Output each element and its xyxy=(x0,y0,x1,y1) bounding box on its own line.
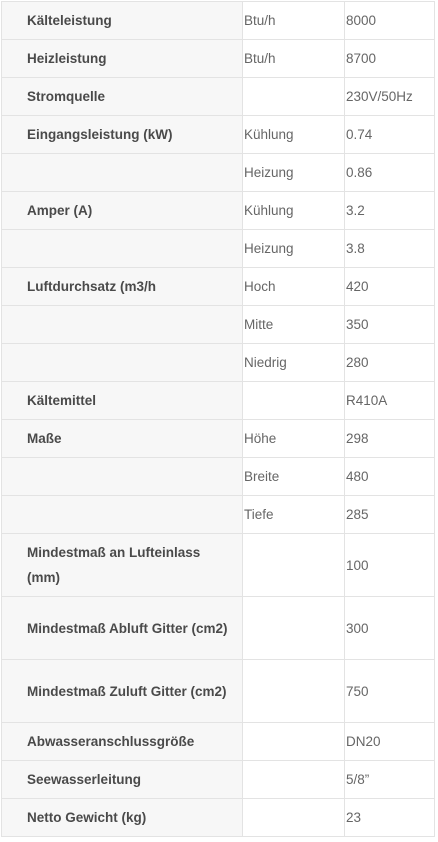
table-row xyxy=(2,154,435,192)
row-label-text: Seewasserleitung xyxy=(27,772,142,787)
row-sublabel: Heizung xyxy=(243,154,345,192)
row-label xyxy=(2,761,243,799)
row-label xyxy=(2,420,243,458)
table-row xyxy=(2,534,435,597)
row-value: 0.74 xyxy=(345,116,435,154)
table-row xyxy=(2,192,435,230)
row-value: 298 xyxy=(345,420,435,458)
table-row xyxy=(2,458,435,496)
row-sublabel: Hoch xyxy=(243,268,345,306)
row-label xyxy=(2,192,243,230)
row-label xyxy=(2,496,243,534)
row-sublabel xyxy=(243,597,345,660)
row-label xyxy=(2,78,243,116)
table-row xyxy=(2,723,435,761)
row-value: R410A xyxy=(345,382,435,420)
table-row xyxy=(2,382,435,420)
table-row xyxy=(2,78,435,116)
row-label-text: Abwasseranschlussgröße xyxy=(27,734,195,749)
table-row xyxy=(2,230,435,268)
row-value: 230V/50Hz xyxy=(345,78,435,116)
table-row xyxy=(2,2,435,40)
row-sublabel xyxy=(243,723,345,761)
row-label-text: Kälteleistung xyxy=(27,13,112,28)
row-value: 750 xyxy=(345,660,435,723)
row-value: 3.2 xyxy=(345,192,435,230)
row-label-text: Eingangsleistung (kW) xyxy=(27,127,173,142)
row-value: 420 xyxy=(345,268,435,306)
row-sublabel: Höhe xyxy=(243,420,345,458)
row-label xyxy=(2,660,243,723)
row-label xyxy=(2,723,243,761)
row-label-text: Mindestmaß an Lufteinlass (mm) xyxy=(27,545,201,585)
row-sublabel xyxy=(243,382,345,420)
row-sublabel xyxy=(243,799,345,837)
row-value: 3.8 xyxy=(345,230,435,268)
row-label xyxy=(2,116,243,154)
row-label xyxy=(2,230,243,268)
row-sublabel: Btu/h xyxy=(243,2,345,40)
row-sublabel: Kühlung xyxy=(243,116,345,154)
table-row xyxy=(2,344,435,382)
table-row xyxy=(2,116,435,154)
row-label-text: Heizleistung xyxy=(27,51,107,66)
row-value: DN20 xyxy=(345,723,435,761)
row-value: 300 xyxy=(345,597,435,660)
row-value: 480 xyxy=(345,458,435,496)
row-sublabel: Heizung xyxy=(243,230,345,268)
row-value: 5/8” xyxy=(345,761,435,799)
row-label xyxy=(2,40,243,78)
row-label-text: Amper (A) xyxy=(27,203,93,218)
row-value: 8000 xyxy=(345,2,435,40)
row-label-text: Stromquelle xyxy=(27,89,106,104)
table-row xyxy=(2,420,435,458)
row-sublabel xyxy=(243,78,345,116)
table-row xyxy=(2,496,435,534)
table-row xyxy=(2,660,435,723)
row-label xyxy=(2,344,243,382)
row-value: 8700 xyxy=(345,40,435,78)
row-sublabel: Kühlung xyxy=(243,192,345,230)
row-sublabel: Niedrig xyxy=(243,344,345,382)
row-label xyxy=(2,268,243,306)
row-label-text: Netto Gewicht (kg) xyxy=(27,810,147,825)
table-row xyxy=(2,597,435,660)
table-row xyxy=(2,40,435,78)
row-label xyxy=(2,458,243,496)
row-sublabel xyxy=(243,660,345,723)
row-label xyxy=(2,799,243,837)
row-label xyxy=(2,534,243,597)
row-value: 100 xyxy=(345,534,435,597)
row-label xyxy=(2,2,243,40)
row-sublabel: Tiefe xyxy=(243,496,345,534)
row-value: 23 xyxy=(345,799,435,837)
row-value: 285 xyxy=(345,496,435,534)
row-value: 0.86 xyxy=(345,154,435,192)
row-label xyxy=(2,306,243,344)
spec-table xyxy=(1,1,435,837)
row-label-text: Maße xyxy=(27,431,62,446)
row-label xyxy=(2,382,243,420)
table-row xyxy=(2,761,435,799)
row-label-text: Luftdurchsatz (m3/h xyxy=(27,279,157,294)
table-row xyxy=(2,306,435,344)
row-sublabel xyxy=(243,761,345,799)
row-sublabel: Btu/h xyxy=(243,40,345,78)
row-label xyxy=(2,154,243,192)
row-label-text: Mindestmaß Abluft Gitter (cm2) xyxy=(27,620,228,636)
table-row xyxy=(2,799,435,837)
row-label-text: Kältemittel xyxy=(27,393,97,408)
row-value: 280 xyxy=(345,344,435,382)
row-label-text: Mindestmaß Zuluft Gitter (cm2) xyxy=(27,683,227,699)
table-row xyxy=(2,268,435,306)
row-label xyxy=(2,597,243,660)
row-sublabel: Breite xyxy=(243,458,345,496)
row-sublabel: Mitte xyxy=(243,306,345,344)
row-value: 350 xyxy=(345,306,435,344)
row-sublabel xyxy=(243,534,345,597)
